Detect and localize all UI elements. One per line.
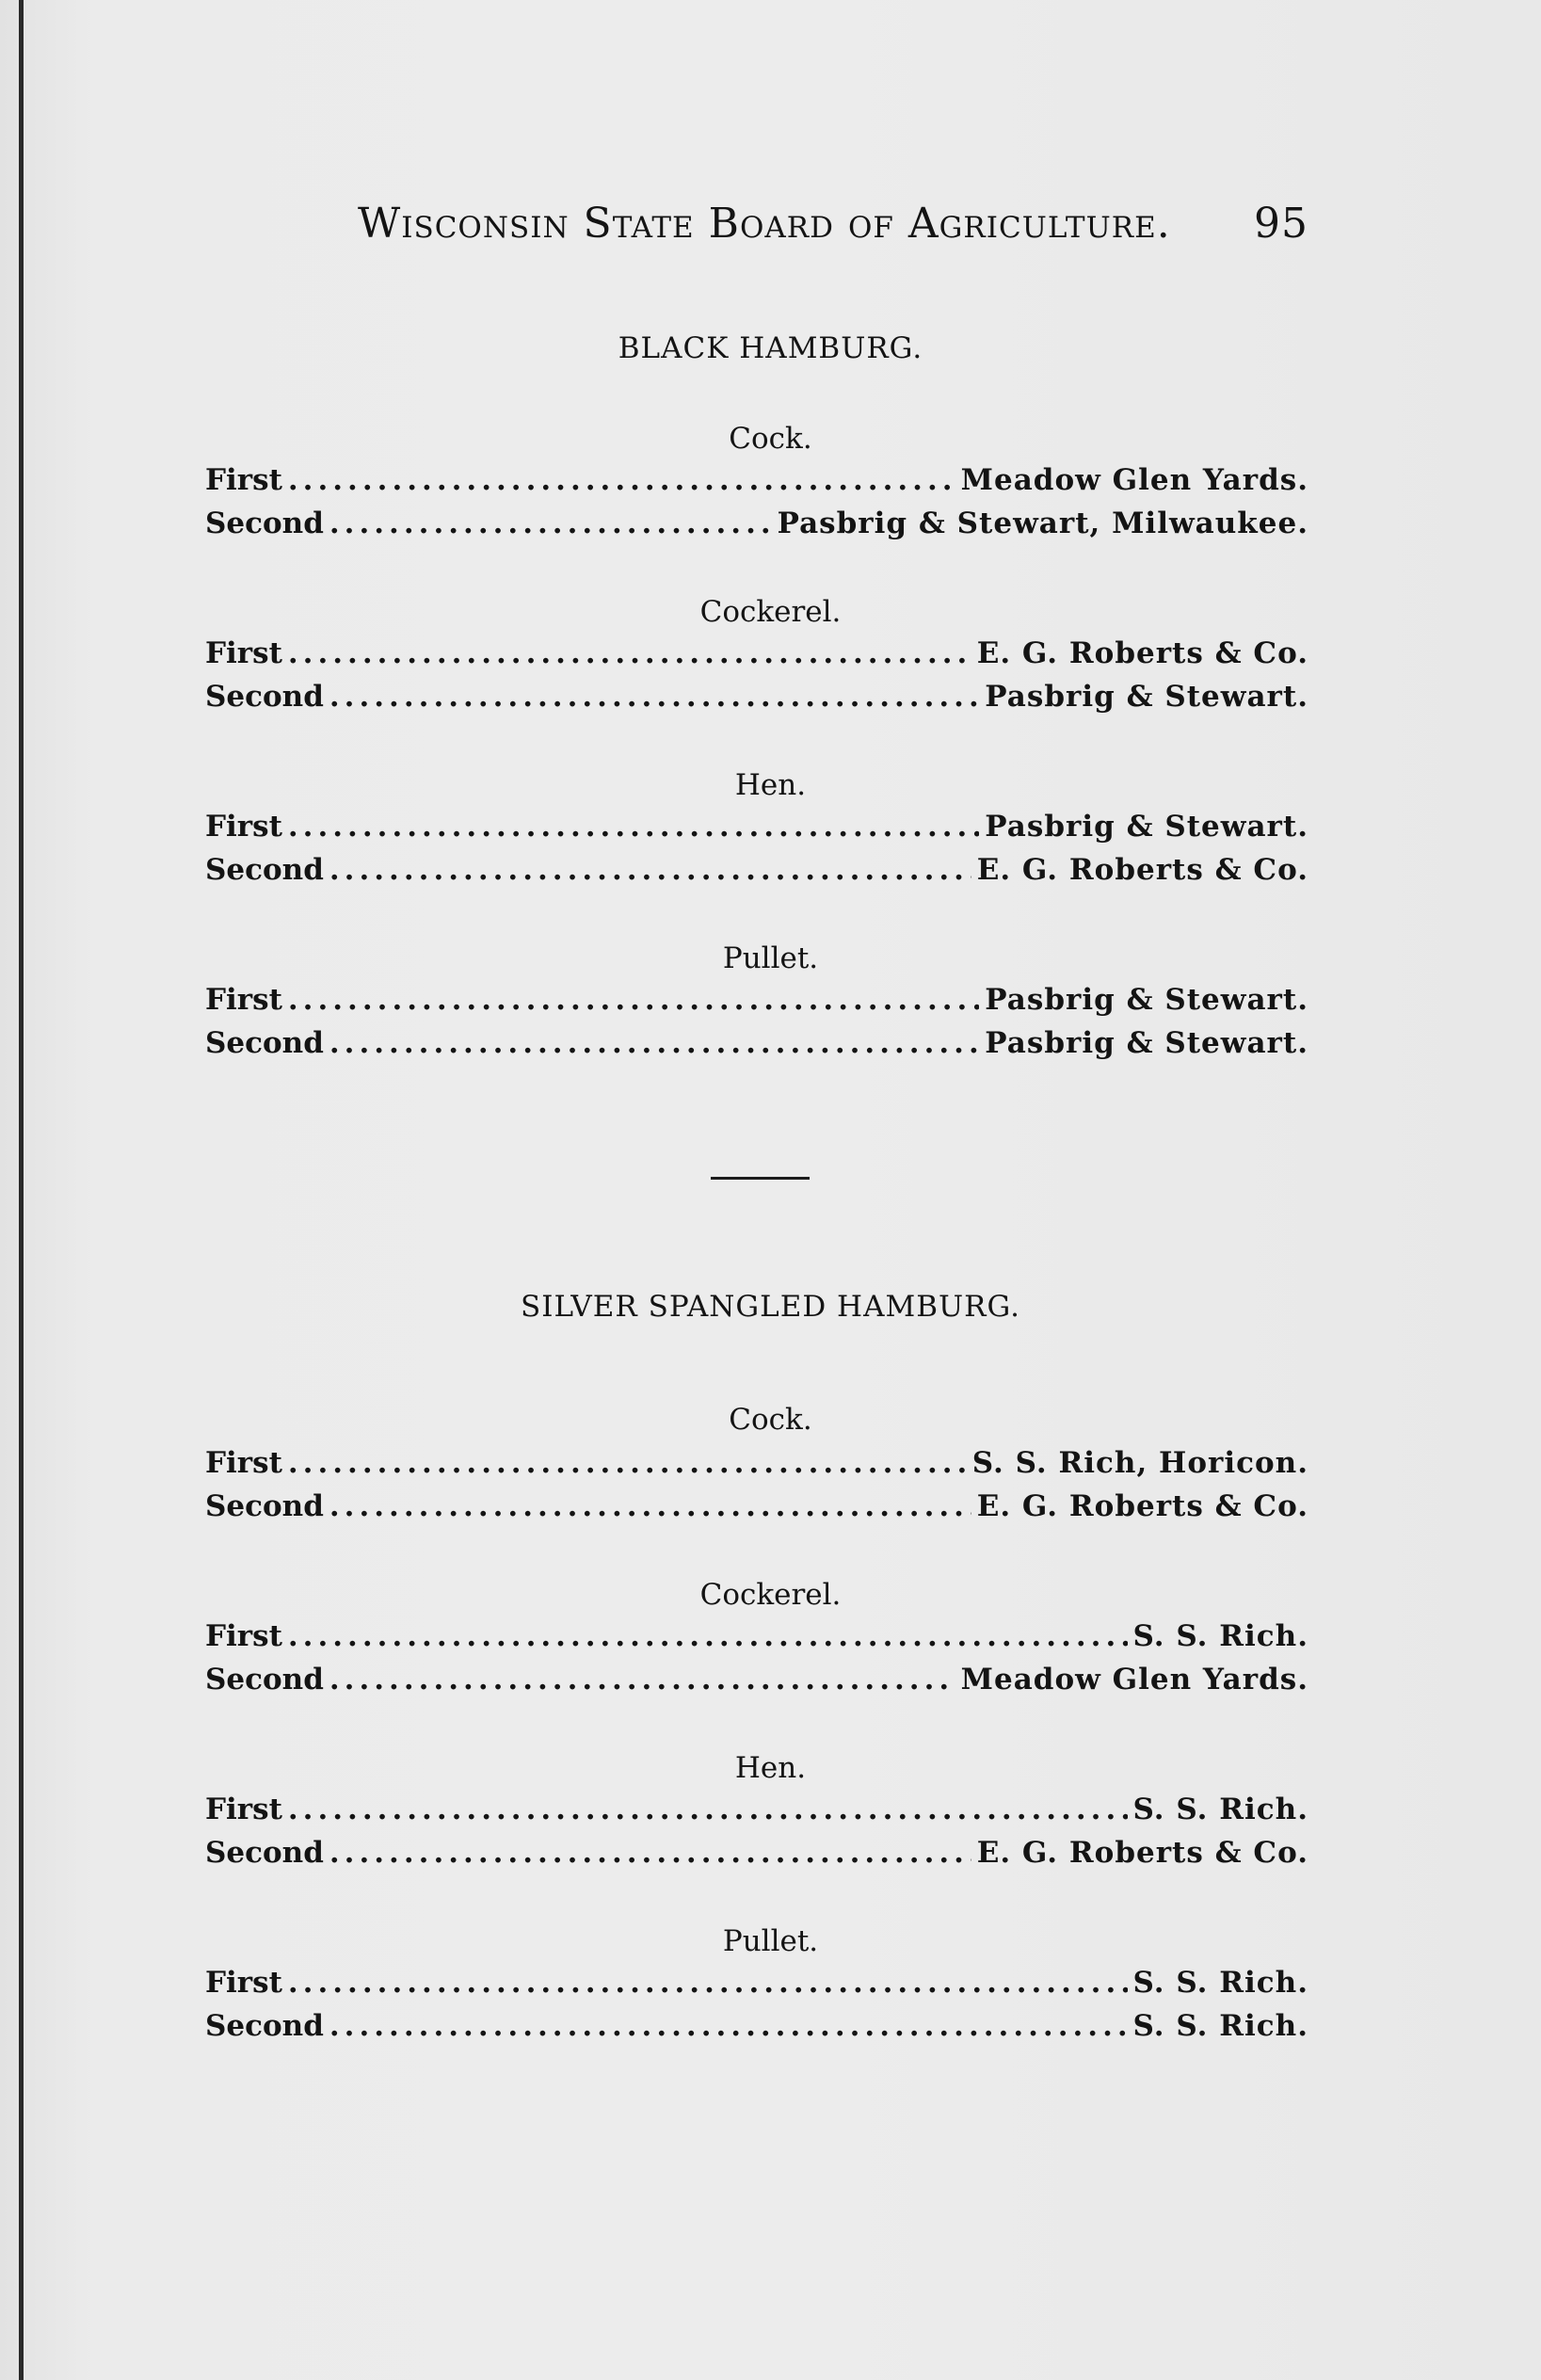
section-divider — [711, 1177, 810, 1180]
dot-leader — [288, 810, 979, 844]
subhead-pullet: Pullet. — [722, 941, 819, 975]
entry-row — [205, 463, 1308, 505]
entry-place: First — [205, 983, 282, 1017]
dot-leader — [329, 1489, 971, 1523]
dot-leader — [329, 507, 772, 540]
entry-winner: Meadow Glen Yards. — [960, 463, 1308, 497]
subhead-hen: Hen. — [734, 768, 807, 802]
entry-place: Second — [205, 853, 324, 887]
entry-row — [205, 1619, 1308, 1661]
entry-place: First — [205, 1966, 282, 2000]
dot-leader — [288, 983, 979, 1017]
entry-winner: S. S. Rich, Horicon. — [971, 1446, 1308, 1480]
dot-leader — [329, 853, 971, 887]
entry-winner: S. S. Rich. — [1132, 1619, 1308, 1653]
entry-winner: E. G. Roberts & Co. — [976, 853, 1308, 887]
dot-leader — [288, 463, 955, 497]
entry-winner: Pasbrig & Stewart. — [985, 1026, 1308, 1060]
entry-place: First — [205, 636, 282, 670]
subhead-cock: Cock. — [729, 1403, 812, 1437]
dot-leader — [288, 1619, 1128, 1653]
entry-row — [205, 2009, 1308, 2050]
dot-leader — [288, 1446, 967, 1480]
subhead-cock: Cock. — [729, 422, 812, 456]
entry-winner: Meadow Glen Yards. — [960, 1663, 1308, 1697]
entry-row — [205, 1663, 1308, 1704]
entry-place: First — [205, 1793, 282, 1826]
subhead-cockerel: Cockerel. — [699, 595, 842, 629]
subhead-pullet: Pullet. — [722, 1924, 819, 1958]
dot-leader — [329, 1836, 971, 1870]
entry-place: Second — [205, 1026, 324, 1060]
entry-place: Second — [205, 680, 324, 714]
dot-leader — [329, 680, 979, 714]
entry-row — [205, 1446, 1308, 1488]
dot-leader — [288, 1966, 1128, 2000]
entry-row — [205, 1793, 1308, 1834]
header-title: Wisconsin State Board of Agriculture. — [358, 200, 1171, 248]
entry-winner: S. S. Rich. — [1132, 1793, 1308, 1826]
subhead-hen: Hen. — [734, 1751, 807, 1785]
entry-winner: S. S. Rich. — [1132, 1966, 1308, 2000]
entry-row — [205, 1026, 1308, 1068]
section-title-black-hamburg: BLACK HAMBURG. — [618, 331, 923, 365]
entry-winner: Pasbrig & Stewart. — [985, 810, 1308, 844]
entry-winner: E. G. Roberts & Co. — [976, 1836, 1308, 1870]
section-title-silver-spangled-hamburg: SILVER SPANGLED HAMBURG. — [521, 1290, 1020, 1324]
entry-place: Second — [205, 507, 324, 540]
entry-place: First — [205, 810, 282, 844]
entry-winner: Pasbrig & Stewart, Milwaukee. — [777, 507, 1308, 540]
entry-row — [205, 983, 1308, 1024]
entry-row — [205, 1836, 1308, 1877]
entry-row — [205, 507, 1308, 548]
entry-place: Second — [205, 1836, 324, 1870]
dot-leader — [329, 2009, 1128, 2043]
subhead-cockerel: Cockerel. — [699, 1578, 842, 1612]
entry-place: First — [205, 1446, 282, 1480]
dot-leader — [288, 636, 971, 670]
entry-place: First — [205, 463, 282, 497]
entry-place: First — [205, 1619, 282, 1653]
entry-winner: E. G. Roberts & Co. — [976, 636, 1308, 670]
entry-winner: S. S. Rich. — [1132, 2009, 1308, 2043]
entry-row — [205, 636, 1308, 678]
entry-place: Second — [205, 2009, 324, 2043]
entry-place: Second — [205, 1489, 324, 1523]
entry-row — [205, 680, 1308, 721]
page-number: 95 — [1254, 200, 1308, 248]
dot-leader — [329, 1026, 979, 1060]
dot-leader — [288, 1793, 1128, 1826]
entry-winner: Pasbrig & Stewart. — [985, 680, 1308, 714]
entry-winner: E. G. Roberts & Co. — [976, 1489, 1308, 1523]
entry-winner: Pasbrig & Stewart. — [985, 983, 1308, 1017]
entry-row — [205, 810, 1308, 851]
entry-row — [205, 1489, 1308, 1531]
entry-place: Second — [205, 1663, 324, 1697]
entry-row — [205, 1966, 1308, 2007]
running-header — [358, 200, 1308, 256]
dot-leader — [329, 1663, 955, 1697]
entry-row — [205, 853, 1308, 894]
